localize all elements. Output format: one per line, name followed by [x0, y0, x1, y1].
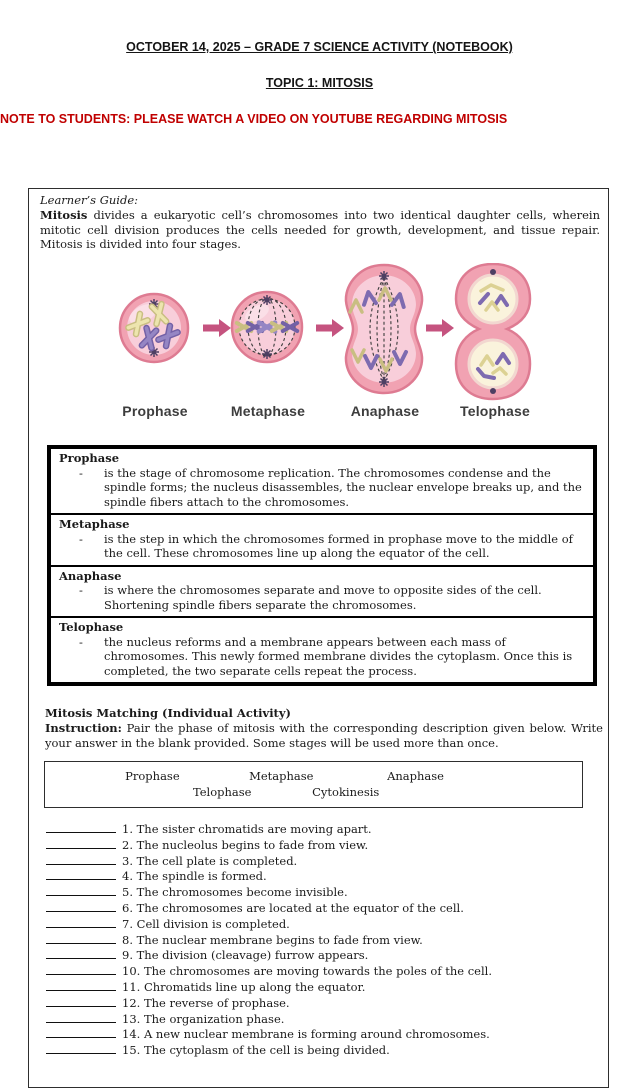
list-item-number: 15.	[122, 1043, 141, 1058]
answer-blank[interactable]	[46, 916, 116, 928]
learners-guide-box	[28, 188, 609, 1088]
answer-blank[interactable]	[46, 963, 116, 975]
activity-instruction	[45, 721, 603, 750]
list-item-text: Chromatids line up along the equator.	[143, 979, 366, 994]
list-item	[46, 853, 603, 869]
word-bank-item-prophase: Prophase	[125, 769, 180, 783]
list-item-text: Cell division is completed.	[136, 916, 290, 931]
phase-description: - the nucleus reforms and a membrane appears between each mass of chromosomes. This newly formed membrane divides the cytoplasm. Once this is completed, the two separate cells repeat the process.	[79, 634, 573, 678]
bullet-dash: -	[79, 634, 83, 649]
list-item	[46, 979, 603, 995]
list-item-number: 13.	[122, 1011, 141, 1026]
list-item	[46, 916, 603, 932]
phase-name: Telophase	[59, 620, 124, 634]
list-item-text: The chromosomes are located at the equator of the cell.	[136, 900, 464, 915]
telophase-cell-drawing	[456, 264, 530, 399]
list-item	[46, 900, 603, 916]
instruction-text: Pair the phase of mitosis with the corresponding description given below. Write your answer in the blank provided. Some stages will be used more than once.	[45, 721, 603, 750]
prophase-cell-drawing	[120, 294, 188, 362]
word-bank-item-anaphase: Anaphase	[387, 769, 444, 783]
list-item	[46, 821, 603, 837]
phase-name: Metaphase	[59, 517, 130, 531]
stage-label-anaphase: Anaphase	[350, 403, 420, 419]
phases-table	[47, 445, 597, 686]
list-item-number: 2.	[122, 837, 133, 852]
list-item-number: 7.	[122, 916, 133, 931]
phase-description: - is the step in which the chromosomes formed in prophase move to the middle of the cell. These chromosomes line up along the equator of the cell.	[79, 531, 573, 560]
list-item-number: 3.	[122, 853, 133, 868]
word-bank-item-metaphase: Metaphase	[249, 769, 314, 783]
matching-activity-section	[45, 706, 603, 1058]
answer-blank[interactable]	[46, 932, 116, 944]
bullet-dash: -	[79, 531, 83, 546]
list-item-text: The division (cleavage) furrow appears.	[136, 948, 369, 963]
list-item-text: The reverse of prophase.	[143, 995, 290, 1010]
answer-blank[interactable]	[46, 868, 116, 880]
list-item-text: A new nuclear membrane is forming around chromosomes.	[143, 1027, 490, 1042]
table-row-anaphase	[51, 565, 593, 617]
guide-paragraph	[40, 208, 600, 252]
page-title: OCTOBER 14, 2025 – GRADE 7 SCIENCE ACTIVITY (NOTEBOOK)	[126, 40, 513, 54]
matching-list	[46, 821, 603, 1058]
arrow-2	[316, 319, 344, 337]
instruction-label: Instruction:	[45, 721, 122, 735]
list-item-number: 1.	[122, 822, 133, 836]
list-item-text: The spindle is formed.	[136, 869, 267, 884]
list-item	[46, 932, 603, 948]
list-item	[46, 1011, 603, 1027]
answer-blank[interactable]	[46, 837, 116, 849]
list-item-text: The chromosomes become invisible.	[136, 885, 348, 900]
guide-heading: Learner’s Guide:	[40, 193, 139, 207]
answer-blank[interactable]	[46, 979, 116, 991]
answer-blank[interactable]	[46, 995, 116, 1007]
guide-lead-word: Mitosis	[40, 208, 88, 222]
answer-blank[interactable]	[46, 947, 116, 959]
list-item	[46, 963, 603, 979]
list-item-number: 11.	[122, 979, 141, 994]
bullet-dash: -	[79, 583, 83, 597]
metaphase-cell-drawing	[232, 292, 302, 362]
bullet-dash: -	[79, 465, 83, 480]
anaphase-cell-drawing	[346, 265, 422, 393]
answer-blank[interactable]	[46, 1011, 116, 1023]
word-bank	[44, 761, 583, 808]
mitosis-diagram	[29, 263, 609, 403]
list-item-text: The nucleolus begins to fade from view.	[136, 837, 369, 852]
guide-body-text: divides a eukaryotic cell’s chromosomes into two identical daughter cells, wherein mitotic cell division produces the cells needed for growth, development, and tissue repair. Mitosis is divided into four stages.	[40, 208, 600, 251]
list-item-number: 8.	[122, 932, 133, 947]
answer-blank[interactable]	[46, 900, 116, 912]
list-item-number: 10.	[122, 964, 141, 979]
phase-name: Prophase	[59, 451, 120, 465]
list-item	[46, 868, 603, 884]
list-item	[46, 1026, 603, 1042]
list-item-text: The cell plate is completed.	[136, 853, 298, 868]
phase-description: - is the stage of chromosome replication. The chromosomes condense and the spindle forms; the nucleus disassembles, the nuclear envelope breaks up, and the spindle fibers attach to the chromosomes.	[79, 465, 582, 509]
list-item-number: 14.	[122, 1027, 141, 1042]
mitosis-figure	[29, 263, 609, 423]
list-item	[46, 837, 603, 853]
phase-name: Anaphase	[59, 568, 122, 583]
list-item-text: The nuclear membrane begins to fade from view.	[136, 932, 423, 947]
stage-label-prophase: Prophase	[122, 403, 188, 419]
answer-blank[interactable]	[46, 1026, 116, 1038]
word-bank-item-telophase: Telophase	[192, 785, 252, 799]
arrow-1	[203, 319, 231, 337]
stage-labels	[29, 403, 609, 423]
list-item-text: The cytoplasm of the cell is being divided.	[143, 1043, 390, 1058]
arrow-3	[426, 319, 454, 337]
stage-label-metaphase: Metaphase	[230, 403, 306, 419]
table-row-telophase	[51, 616, 593, 682]
answer-blank[interactable]	[46, 853, 116, 865]
table-row-metaphase	[51, 513, 593, 565]
answer-blank[interactable]	[46, 821, 116, 833]
word-bank-item-cytokinesis: Cytokinesis	[312, 785, 380, 799]
list-item-number: 6.	[122, 900, 133, 915]
list-item-text: The sister chromatids are moving apart.	[136, 822, 372, 836]
activity-heading: Mitosis Matching (Individual Activity)	[45, 706, 291, 720]
answer-blank[interactable]	[46, 1042, 116, 1054]
answer-blank[interactable]	[46, 884, 116, 896]
list-item-text: The chromosomes are moving towards the poles of the cell.	[143, 964, 492, 979]
stage-label-telophase: Telophase	[459, 403, 531, 419]
list-item	[46, 884, 603, 900]
list-item	[46, 1042, 603, 1058]
list-item	[46, 995, 603, 1011]
list-item-number: 5.	[122, 885, 133, 900]
note-banner: NOTE TO STUDENTS: PLEASE WATCH A VIDEO ON YOUTUBE REGARDING MITOSIS	[0, 112, 508, 126]
list-item-text: The organization phase.	[143, 1011, 285, 1026]
list-item-number: 4.	[122, 869, 133, 884]
list-item	[46, 947, 603, 963]
list-item-number: 9.	[122, 948, 133, 963]
list-item-number: 12.	[122, 995, 141, 1010]
topic-title: TOPIC 1: MITOSIS	[265, 76, 374, 90]
table-row-prophase	[51, 449, 593, 513]
phase-description: - is where the chromosomes separate and move to opposite sides of the cell. Shortening spindle fibers separate the chromosomes.	[79, 583, 542, 612]
